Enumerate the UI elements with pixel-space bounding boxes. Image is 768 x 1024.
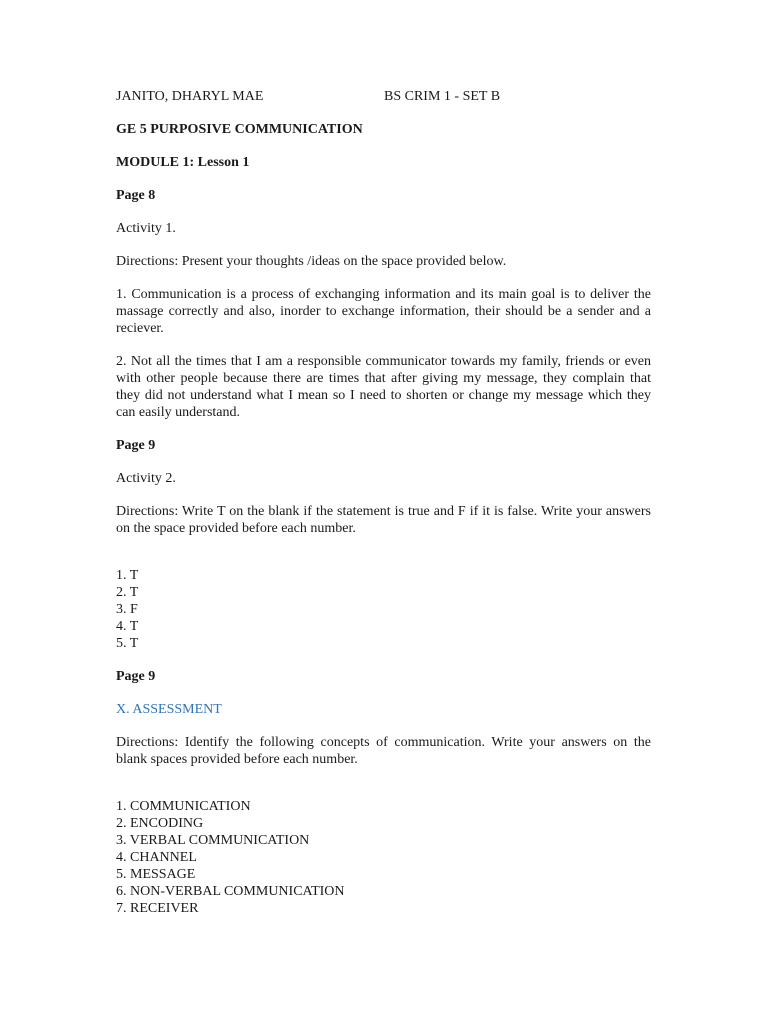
list-item: 3. VERBAL COMMUNICATION <box>116 833 310 848</box>
list-item: 1. T <box>116 568 139 583</box>
activity-title: Activity 1. <box>116 221 176 236</box>
answer-list <box>116 567 651 652</box>
list-item: 4. CHANNEL <box>116 850 197 865</box>
list-item: 5. T <box>116 636 139 651</box>
student-section: BS CRIM 1 - SET B <box>384 89 501 104</box>
activity-title: Activity 2. <box>116 471 176 486</box>
answer-paragraph: 2. Not all the times that I am a responsible communicator towards my family, friends or even with other people because there are times that after giving my message, they complain that they did not understand what I mean so I need to shorten or change my message which they can easily understand. <box>116 354 651 420</box>
module-title: MODULE 1: Lesson 1 <box>116 155 250 170</box>
assessment-heading: X. ASSESSMENT <box>116 702 222 717</box>
directions-text: Directions: Identify the following concepts of communication. Write your answers on the blank spaces provided before each number. <box>116 735 651 767</box>
page-reference: Page 8 <box>116 188 156 203</box>
list-item: 3. F <box>116 602 138 617</box>
list-item: 4. T <box>116 619 139 634</box>
list-item: 7. RECEIVER <box>116 901 199 916</box>
answer-list <box>116 798 651 917</box>
list-item: 5. MESSAGE <box>116 867 196 882</box>
document-page <box>116 88 651 933</box>
directions-text: Directions: Present your thoughts /ideas on the space provided below. <box>116 254 507 269</box>
document-header <box>116 88 651 105</box>
list-item: 2. ENCODING <box>116 816 204 831</box>
page-reference: Page 9 <box>116 438 156 453</box>
list-item: 1. COMMUNICATION <box>116 799 251 814</box>
page-reference: Page 9 <box>116 669 156 684</box>
course-title: GE 5 PURPOSIVE COMMUNICATION <box>116 122 363 137</box>
list-item: 2. T <box>116 585 139 600</box>
list-item: 6. NON-VERBAL COMMUNICATION <box>116 884 345 899</box>
student-name: JANITO, DHARYL MAE <box>116 89 264 104</box>
directions-text: Directions: Write T on the blank if the statement is true and F if it is false. Write your answers on the space provided before each number. <box>116 504 651 536</box>
answer-paragraph: 1. Communication is a process of exchanging information and its main goal is to deliver the massage correctly and also, inorder to exchange information, their should be a sender and a reciever. <box>116 287 651 336</box>
